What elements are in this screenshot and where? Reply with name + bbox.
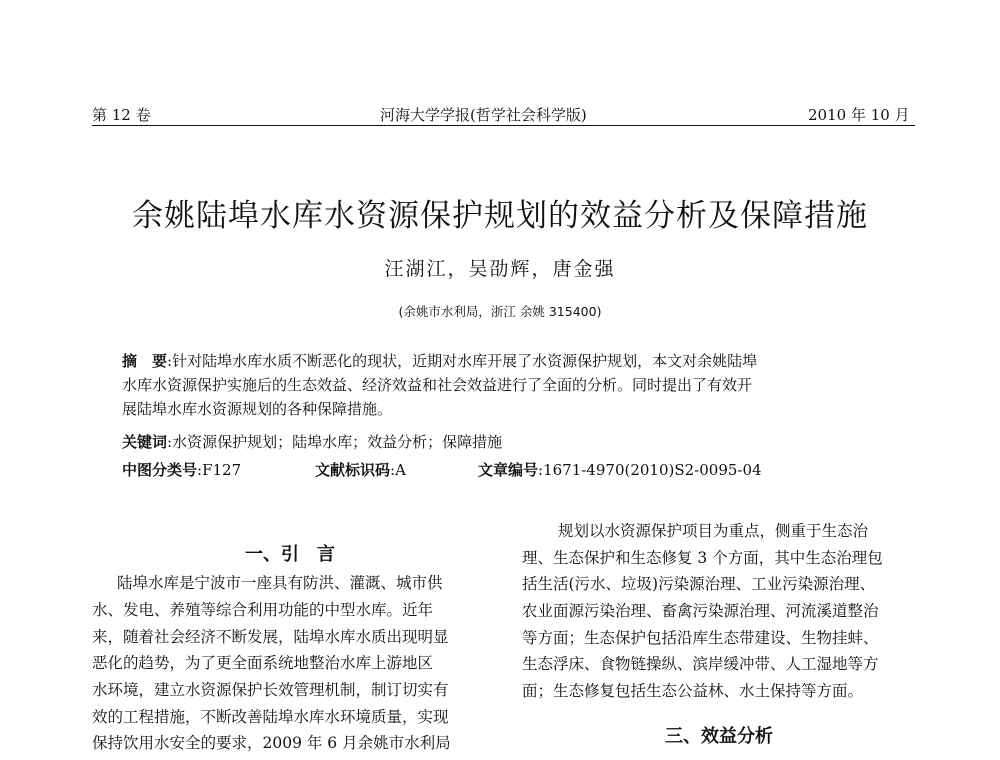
left-col-line: 恶化的趋势，为了更全面系统地整治水库上游地区 <box>92 654 434 672</box>
right-col-line: 括生活(污水、垃圾)污染源治理、工业污染源治理、 <box>522 575 876 593</box>
left-col-line: 水、发电、养殖等综合利用功能的中型水库。近年 <box>92 601 434 619</box>
running-header-journal: 河海大学学报(哲学社会科学版) <box>380 106 587 124</box>
right-col-line: 农业面源污染治理、畜禽污染源治理、河流溪道整治 <box>522 602 879 620</box>
clc-value: :F127 <box>197 461 242 479</box>
clc-number <box>122 458 241 482</box>
section-heading-benefit-analysis: 三、效益分析 <box>665 726 773 747</box>
running-header-volume: 第 12 卷 <box>92 106 151 124</box>
header-rule <box>92 125 915 126</box>
abstract-text-1: :针对陆埠水库水质不断恶化的现状，近期对水库开展了水资源保护规划，本文对余姚陆埠 <box>167 352 758 370</box>
document-code-label: 文献标识码 <box>315 461 391 479</box>
abstract-line-2: 水库水资源保护实施后的生态效益、经济效益和社会效益进行了全面的分析。同时提出了有效开 <box>122 376 753 394</box>
author-list: 汪湖江，吴劭辉，唐金强 <box>384 258 616 280</box>
running-header-date: 2010 年 10 月 <box>808 106 910 124</box>
article-number <box>478 458 762 482</box>
left-col-line: 效的工程措施，不断改善陆埠水库水环境质量，实现 <box>92 708 449 726</box>
document-code <box>315 458 406 482</box>
left-col-line: 水环境，建立水资源保护长效管理机制，制订切实有 <box>92 681 449 699</box>
abstract-line-1 <box>122 349 757 373</box>
right-col-line: 规划以水资源保护项目为重点，侧重于生态治 <box>558 522 869 540</box>
left-col-line: 来，随着社会经济不断发展，陆埠水库水质出现明显 <box>92 628 449 646</box>
keywords-text: :水资源保护规划；陆埠水库；效益分析；保障措施 <box>167 433 503 451</box>
keywords-label: 关键词 <box>122 433 168 451</box>
keywords-line <box>122 430 502 454</box>
abstract-line-3: 展陆埠水库水资源规划的各种保障措施。 <box>122 400 393 418</box>
right-col-line: 生态浮床、食物链操纵、滨岸缓冲带、人工湿地等方 <box>522 655 879 673</box>
right-col-line: 等方面；生态保护包括沿库生态带建设、生物挂蚌、 <box>522 629 879 647</box>
paper-title: 余姚陆埠水库水资源保护规划的效益分析及保障措施 <box>132 198 868 234</box>
document-code-value: :A <box>390 461 406 479</box>
affiliation: (余姚市水利局，浙江 余姚 315400) <box>398 304 602 319</box>
clc-label: 中图分类号 <box>122 461 198 479</box>
article-number-value: :1671-4970(2010)S2-0095-04 <box>538 461 762 479</box>
left-col-line: 陆埠水库是宁波市一座具有防洪、灌溉、城市供 <box>117 574 443 592</box>
article-number-label: 文章编号 <box>478 461 539 479</box>
section-heading-introduction: 一、引 言 <box>245 544 335 565</box>
right-col-line: 理、生态保护和生态修复 3 个方面，其中生态治理包 <box>522 549 883 567</box>
right-col-line: 面；生态修复包括生态公益林、水土保持等方面。 <box>522 682 864 700</box>
abstract-label: 摘 要 <box>122 352 168 370</box>
left-col-line: 保持饮用水安全的要求，2009 年 6 月余姚市水利局 <box>92 734 451 752</box>
